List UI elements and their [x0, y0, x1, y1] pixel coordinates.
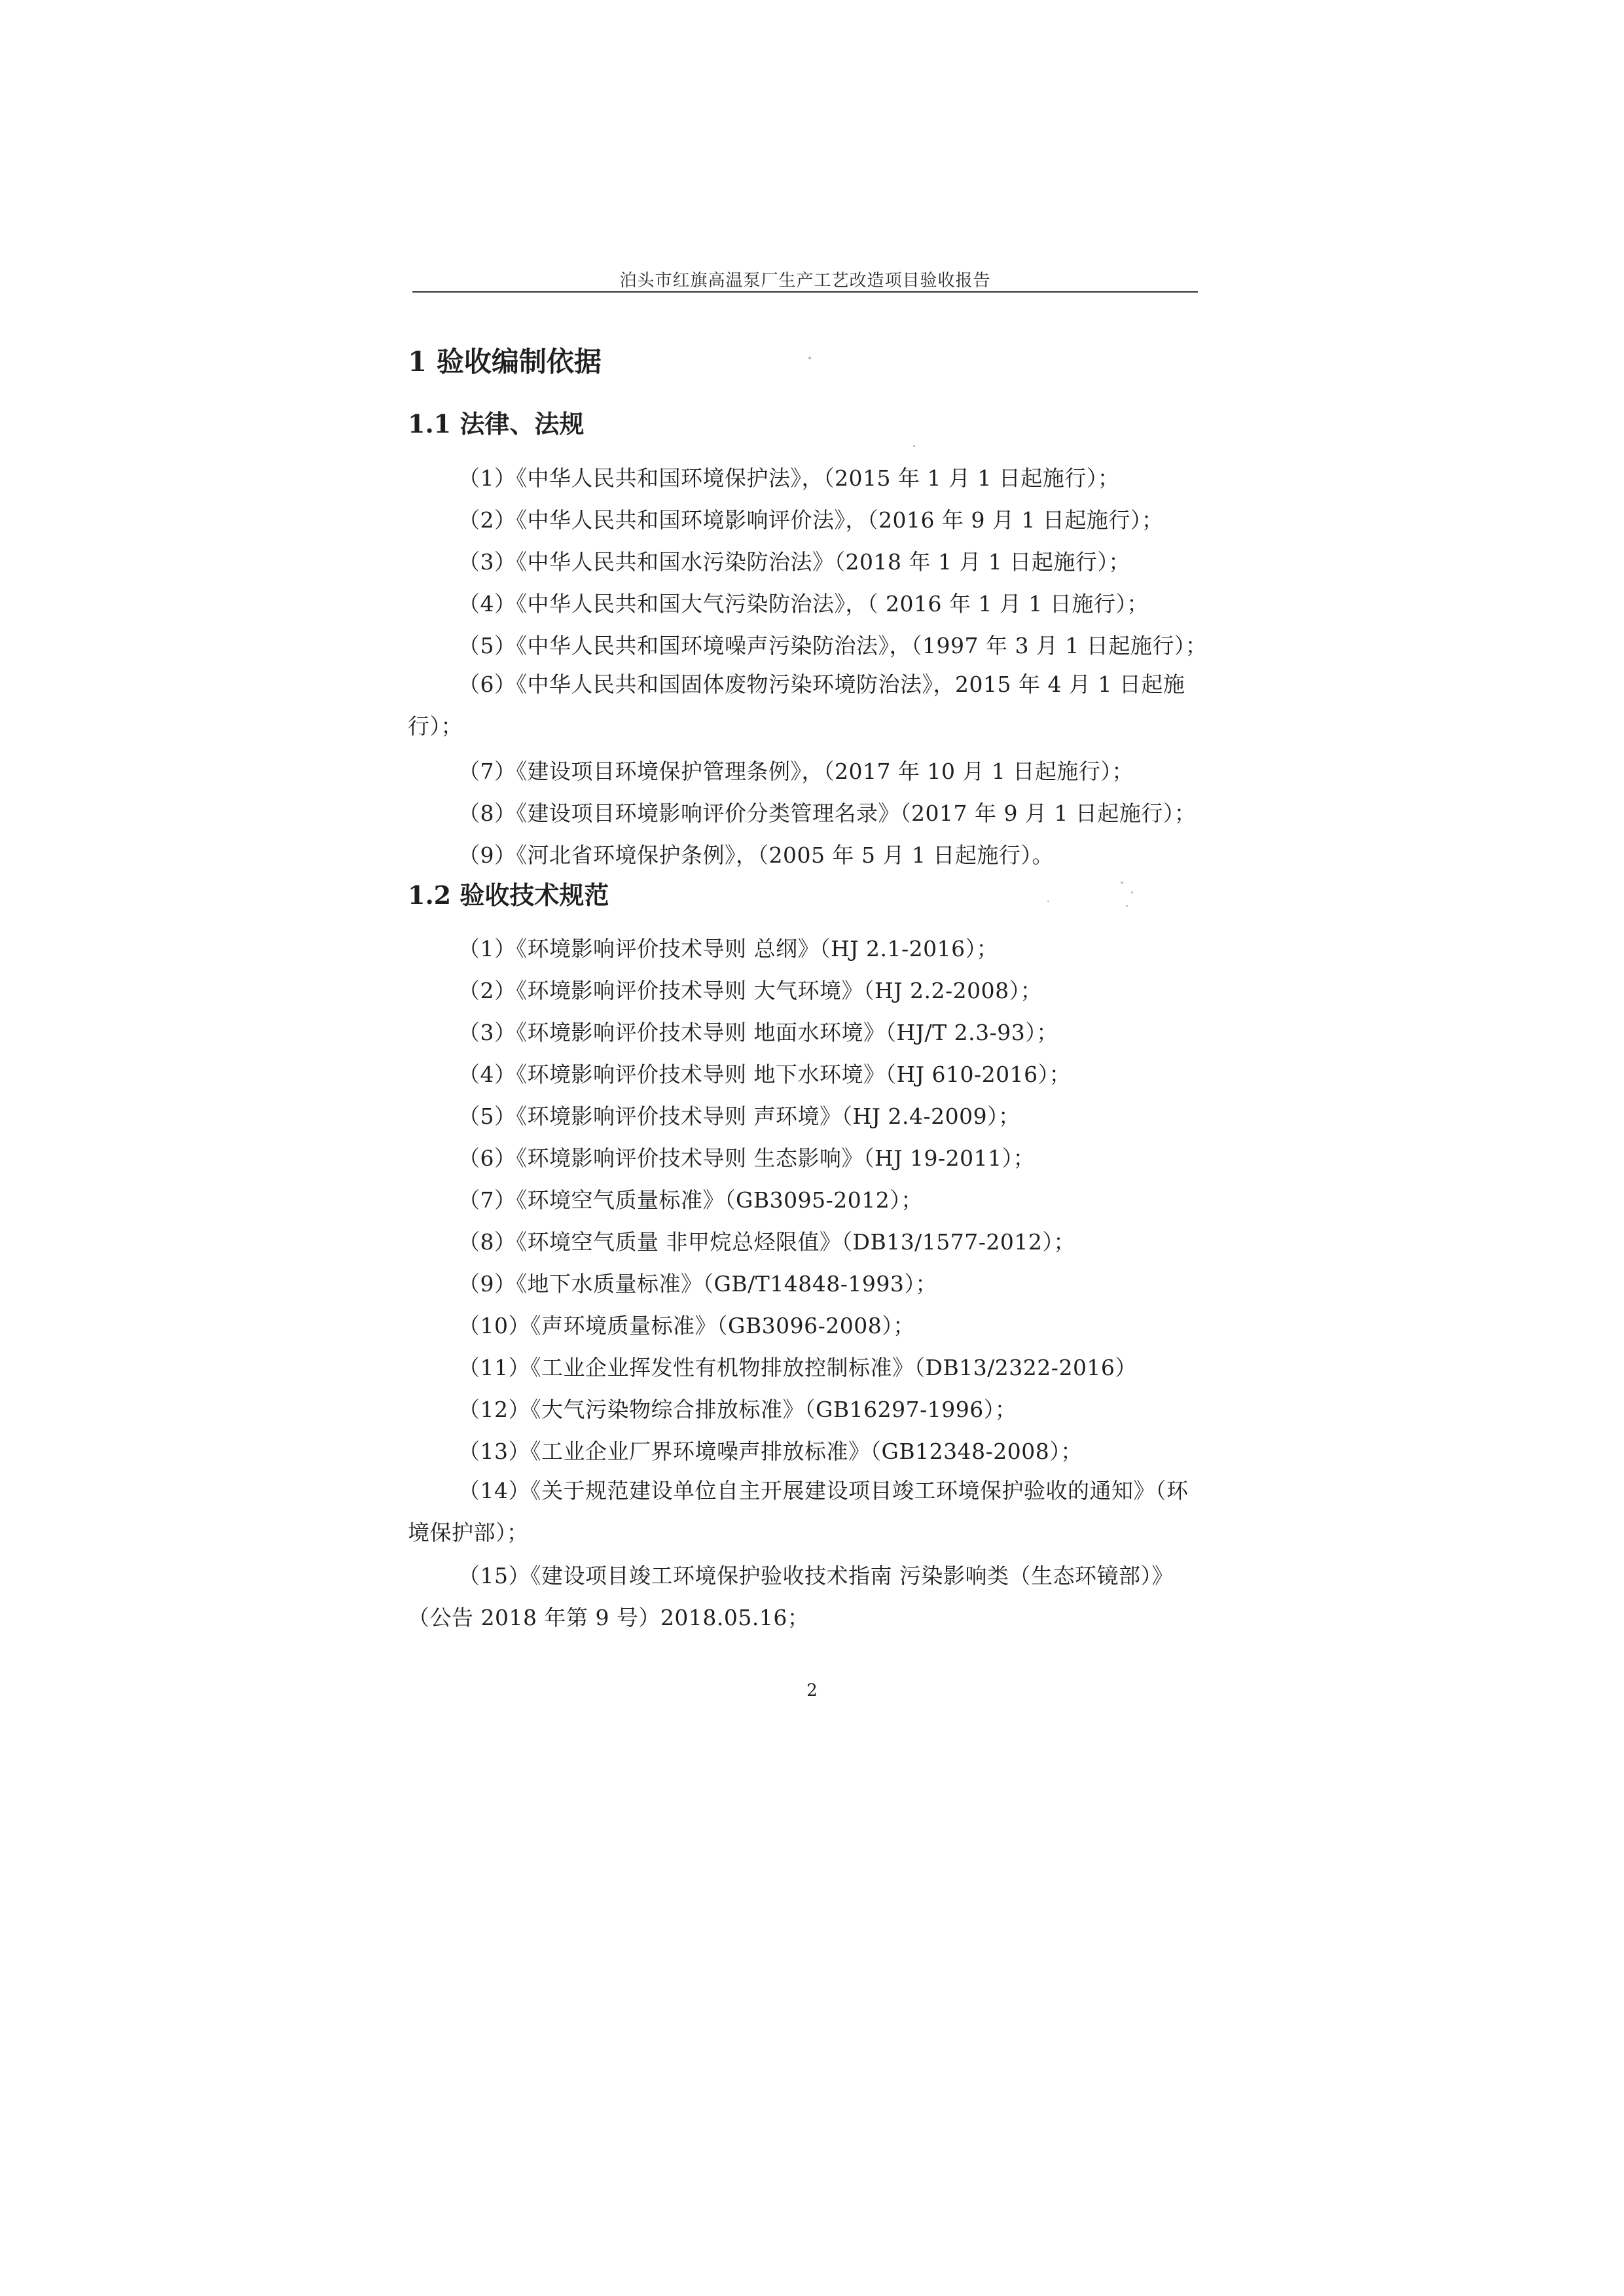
- scan-speck: [913, 445, 915, 447]
- section-1-1-heading: 1.1 法律、法规: [408, 409, 585, 439]
- spec-item-13: （13）《工业企业厂界环境噪声排放标准》（GB12348-2008）；: [458, 1439, 1083, 1464]
- spec-item-11: （11）《工业企业挥发性有机物排放控制标准》（DB13/2322-2016）: [458, 1355, 1137, 1380]
- spec-item-8: （8）《环境空气质量 非甲烷总烃限值》（DB13/1577-2012）；: [458, 1229, 1075, 1255]
- scan-speck: [1047, 901, 1049, 902]
- spec-item-5: （5）《环境影响评价技术导则 声环境》（HJ 2.4-2009）；: [458, 1103, 1020, 1129]
- spec-item-14: （14）《关于规范建设单位自主开展建设项目竣工环境保护验收的通知》（环境保护部）；: [408, 1478, 1189, 1545]
- law-item-5: （5）《中华人民共和国环境噪声污染防治法》，（1997 年 3 月 1 日起施行）；: [458, 633, 1208, 658]
- scan-speck: [1131, 891, 1133, 893]
- spec-item-2: （2）《环境影响评价技术导则 大气环境》（HJ 2.2-2008）；: [458, 978, 1043, 1003]
- spec-item-15: （15）《建设项目竣工环境保护验收技术指南 污染影响类（生态环镜部）》（公告 2018 年第 9 号）2018.05.16；: [408, 1563, 1174, 1630]
- spec-item-3: （3）《环境影响评价技术导则 地面水环境》（HJ/T 2.3-93）；: [458, 1020, 1058, 1045]
- spec-item-4: （4）《环境影响评价技术导则 地下水环境》（HJ 610-2016）；: [458, 1062, 1072, 1087]
- page-number: 2: [806, 1681, 818, 1700]
- scan-speck: [1121, 882, 1123, 884]
- spec-item-12: （12）《大气污染物综合排放标准》（GB16297-1996）；: [458, 1397, 1017, 1422]
- law-item-6: （6）《中华人民共和国固体废物污染环境防治法》，2015 年 4 月 1 日起施行）；: [408, 672, 1185, 739]
- section-1-2-heading: 1.2 验收技术规范: [408, 880, 609, 910]
- spec-item-1: （1）《环境影响评价技术导则 总纲》（HJ 2.1-2016）；: [458, 936, 999, 961]
- spec-item-9: （9）《地下水质量标准》（GB/T14848-1993）；: [458, 1271, 937, 1297]
- law-item-9: （9）《河北省环境保护条例》，（2005 年 5 月 1 日起施行）。: [458, 842, 1054, 868]
- scan-speck: [1126, 905, 1128, 907]
- header-rule: [412, 291, 1198, 293]
- law-item-1: （1）《中华人民共和国环境保护法》，（2015 年 1 月 1 日起施行）；: [458, 465, 1120, 491]
- law-item-8: （8）《建设项目环境影响评价分类管理名录》（2017 年 9 月 1 日起施行）；: [458, 800, 1197, 826]
- law-item-3: （3）《中华人民共和国水污染防治法》（2018 年 1 月 1 日起施行）；: [458, 549, 1130, 575]
- law-item-7: （7）《建设项目环境保护管理条例》，（2017 年 10 月 1 日起施行）；: [458, 759, 1134, 784]
- spec-item-7: （7）《环境空气质量标准》（GB3095-2012）；: [458, 1187, 923, 1213]
- scan-speck: [808, 357, 811, 359]
- spec-item-10: （10）《声环境质量标准》（GB3096-2008）；: [458, 1313, 915, 1338]
- spec-item-6: （6）《环境影响评价技术导则 生态影响》（HJ 19-2011）；: [458, 1145, 1036, 1171]
- law-item-4: （4）《中华人民共和国大气污染防治法》，（ 2016 年 1 月 1 日施行）；: [458, 591, 1149, 617]
- law-item-2: （2）《中华人民共和国环境影响评价法》，（2016 年 9 月 1 日起施行）；: [458, 507, 1164, 533]
- running-header: 泊头市红旗高温泵厂生产工艺改造项目验收报告: [619, 271, 991, 291]
- section-1-heading: 1 验收编制依据: [408, 346, 602, 378]
